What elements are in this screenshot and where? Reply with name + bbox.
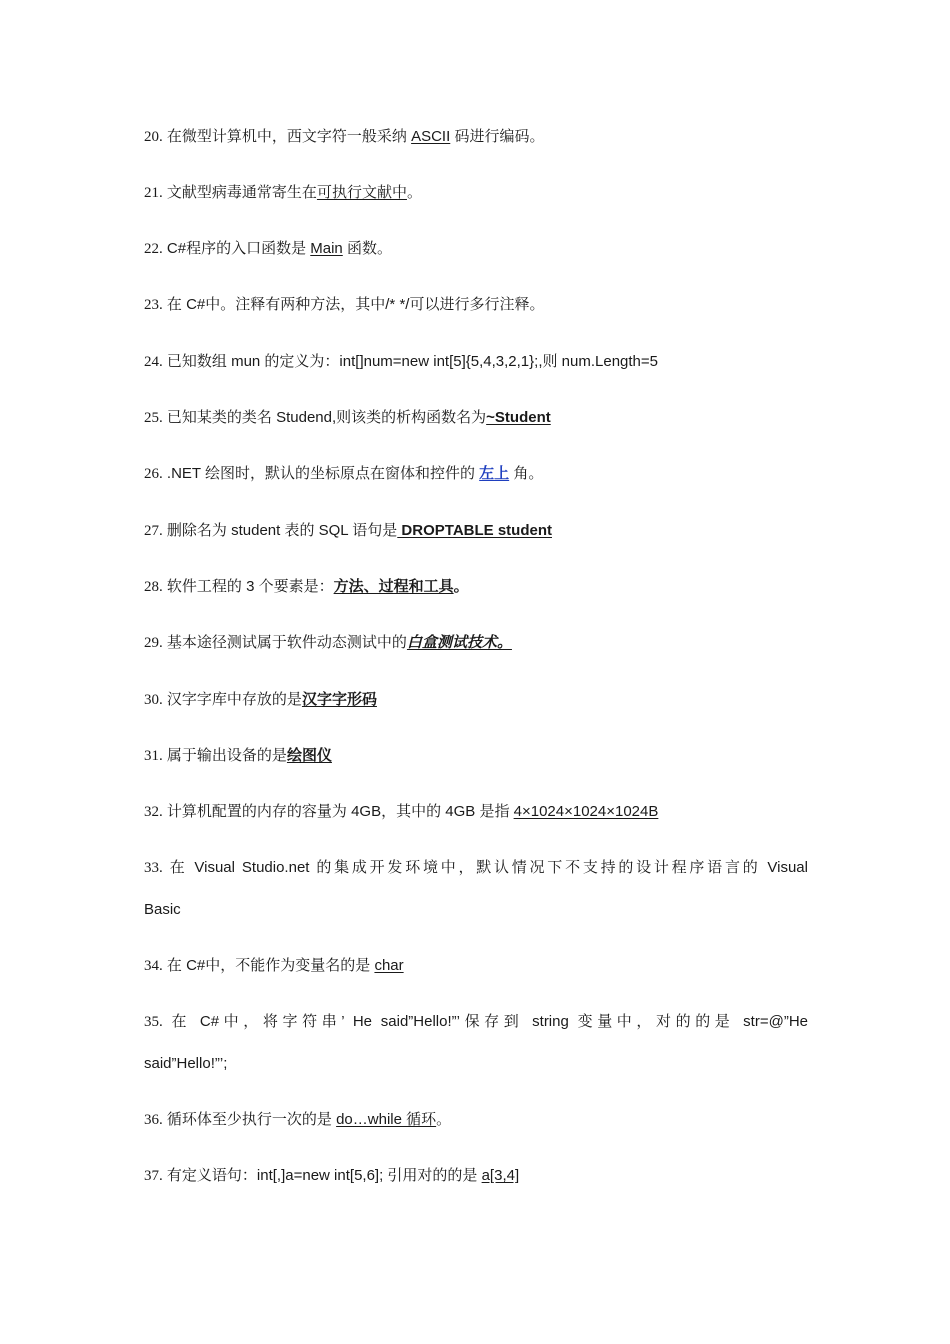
answer-29: 白盒测试技术。 (406, 634, 512, 651)
question-24: 24. 已知数组 mun 的定义为：int[]num=new int[5]{5,4,3,2,1};,则 num.Length=5 (144, 353, 658, 370)
answer-36: do…while 循环 (336, 1111, 437, 1128)
answer-31: 绘图仪 (286, 747, 332, 764)
question-20: 20. 在微型计算机中，西文字符一般采纳 ASCII 码进行编码。 (144, 128, 545, 145)
answer-25: ~Student (486, 409, 551, 426)
question-30: 30. 汉字字库中存放的是汉字字形码 (144, 691, 377, 708)
answer-37: a[3,4] (481, 1167, 520, 1184)
question-35: 35. 在 C#中，将字符串’ He said”Hello!”’保存到 string 变量中，对的的是 str=@”He (144, 1013, 809, 1030)
question-23: 23. 在 C#中。注释有两种方法，其中/* */可以进行多行注释。 (144, 296, 545, 313)
answer-20: ASCII (411, 128, 451, 145)
answer-32: 4×1024×1024×1024B (513, 803, 659, 820)
question-37: 37. 有定义语句：int[,]a=new int[5,6]; 引用对的的是 a[3,4] (144, 1167, 520, 1184)
question-34: 34. 在 C#中，不能作为变量名的是 char (144, 957, 404, 974)
answer-34: char (374, 957, 404, 974)
question-29: 29. 基本途径测试属于软件动态测试中的白盒测试技术。 (144, 634, 512, 651)
question-28: 28. 软件工程的 3 个要素是：方法、过程和工具。 (144, 578, 469, 595)
answer-30: 汉字字形码 (301, 691, 377, 708)
question-25: 25. 已知某类的类名 Studend,则该类的析构函数名为~Student (144, 409, 551, 426)
answer-28: 方法、过程和工具 (333, 578, 454, 595)
answer-21: 可执行文献中 (316, 184, 407, 201)
question-26: 26. .NET 绘图时，默认的坐标原点在窗体和控件的 左上 角。 (144, 465, 544, 482)
answer-27: DROPTABLE student (397, 522, 552, 539)
answer-26: 左上 (479, 465, 510, 482)
question-21: 21. 文献型病毒通常寄生在可执行文献中。 (144, 184, 422, 201)
question-32: 32. 计算机配置的内存的容量为 4GB，其中的 4GB 是指 4×1024×1024×1024B (144, 803, 659, 820)
question-35-continuation: said”Hello!”’; (144, 1055, 228, 1072)
question-31: 31. 属于输出设备的是绘图仪 (144, 747, 332, 764)
question-36: 36. 循环体至少执行一次的是 do…while 循环。 (144, 1111, 452, 1128)
question-33-continuation: Basic (144, 901, 181, 918)
question-22: 22. C#程序的入口函数是 Main 函数。 (144, 240, 392, 257)
answer-22: Main (310, 240, 343, 257)
question-27: 27. 删除名为 student 表的 SQL 语句是 DROPTABLE student (144, 522, 552, 539)
question-33: 33. 在 Visual Studio.net 的集成开发环境中，默认情况下不支持的设计程序语言的 Visual (144, 859, 808, 876)
